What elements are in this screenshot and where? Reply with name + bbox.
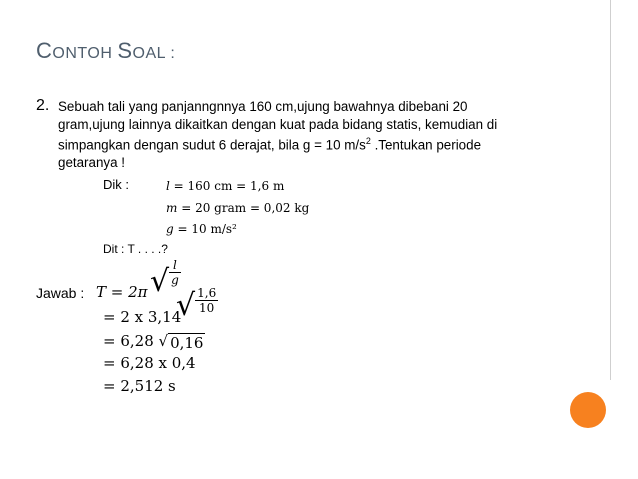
slide-title: CONTOH SOAL : <box>36 38 176 63</box>
asked-label: Dit : T . . . .? <box>103 242 168 256</box>
problem-line: getaranya ! <box>58 154 125 170</box>
given-label: Dik : <box>103 177 129 192</box>
problem-number: 2. <box>36 97 50 114</box>
formula-step4: = 6,28 x 0,4 <box>103 354 196 372</box>
problem-line: Sebuah tali yang panjanngnnya 160 cm,ujung bawahnya dibebani 20 <box>58 99 468 114</box>
formula-step5: = 2,512 s <box>103 377 176 395</box>
sqrt-l-over-g: √ $\frac{l}{g}$ <box>150 258 179 299</box>
formula-step3: = 6,28 √ 0,16 <box>103 332 204 352</box>
given-length: l = 160 cm = 1,6 m <box>166 179 285 193</box>
divider-line <box>610 0 611 380</box>
answer-label: Jawab : <box>36 285 85 301</box>
decorative-circle <box>570 392 606 428</box>
problem-statement <box>36 98 576 171</box>
formula-step1: T = 2π <box>96 283 148 301</box>
problem-line: simpangkan dengan sudut 6 derajat, bila g = 10 $m/s^2$ .Tentukan periode <box>58 136 482 153</box>
formula-step2: = 2 x 3,14 <box>103 308 182 326</box>
given-mass: m = 20 gram = 0,02 kg <box>166 201 310 215</box>
given-gravity: g = 10 m/s² <box>166 222 237 236</box>
sqrt-value-fraction: √ $\frac{1,6}{10}$ <box>176 286 217 323</box>
problem-line: gram,ujung lainnya dikaitkan dengan kuat pada bidang statis, kemudian di <box>58 116 498 132</box>
